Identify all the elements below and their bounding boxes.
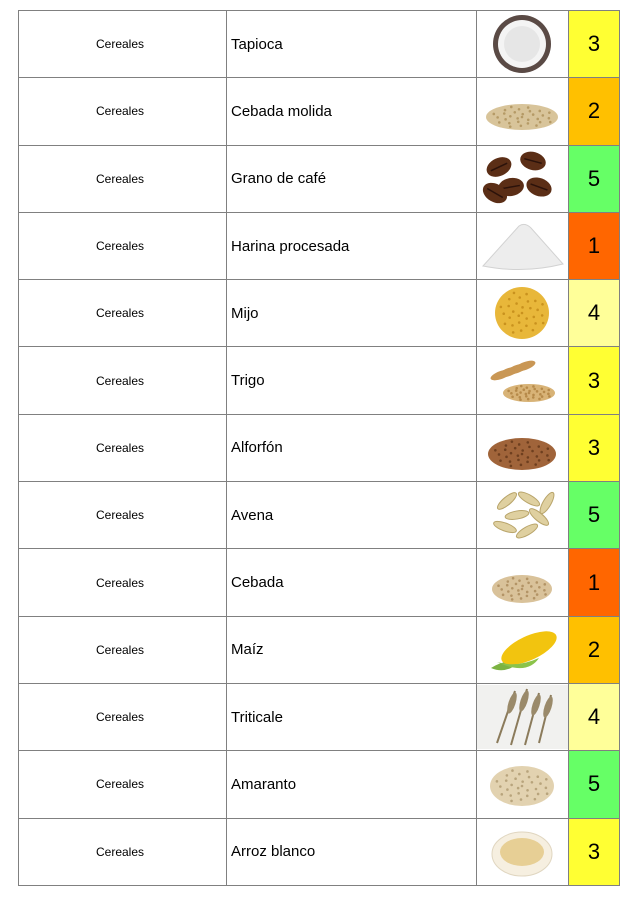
score-cell	[569, 347, 620, 414]
table-row	[19, 78, 620, 145]
wheat-icon	[477, 349, 568, 413]
food-image-cell	[477, 78, 569, 145]
food-name-cell	[227, 78, 477, 145]
category-cell	[19, 145, 227, 212]
food-image-cell	[477, 414, 569, 481]
category-label: Cereales	[96, 373, 145, 388]
category-label: Cereales	[96, 37, 145, 52]
category-label: Cereales	[96, 239, 145, 254]
score-value: 2	[587, 636, 601, 662]
food-name-cell	[227, 347, 477, 414]
food-name-cell	[227, 482, 477, 549]
food-image-cell	[477, 616, 569, 683]
amaranth-seeds-icon	[477, 752, 568, 816]
flour-pile-icon	[477, 214, 568, 278]
category-cell	[19, 818, 227, 885]
food-name-cell	[227, 11, 477, 78]
category-cell	[19, 11, 227, 78]
category-cell	[19, 482, 227, 549]
food-name: Cebada molida	[231, 102, 332, 120]
score-cell	[569, 414, 620, 481]
corn-cob-icon	[477, 618, 568, 682]
table-row	[19, 683, 620, 750]
barley-pile-icon	[477, 551, 568, 615]
oat-grains-icon	[477, 483, 568, 547]
score-cell	[569, 751, 620, 818]
score-value: 5	[587, 165, 601, 191]
category-label: Cereales	[96, 575, 145, 590]
food-name: Trigo	[231, 372, 265, 390]
food-image-cell	[477, 482, 569, 549]
table-row	[19, 414, 620, 481]
score-value: 5	[587, 502, 601, 528]
table-row	[19, 616, 620, 683]
white-rice-bowl-icon	[477, 820, 568, 884]
food-name-cell	[227, 212, 477, 279]
triticale-ears-icon	[477, 685, 568, 749]
category-cell	[19, 347, 227, 414]
category-label: Cereales	[96, 710, 145, 725]
food-name: Harina procesada	[231, 237, 350, 255]
category-cell	[19, 683, 227, 750]
food-image-cell	[477, 145, 569, 212]
table-row	[19, 751, 620, 818]
food-image-cell	[477, 549, 569, 616]
score-cell	[569, 549, 620, 616]
category-cell	[19, 212, 227, 279]
food-name: Arroz blanco	[231, 843, 316, 861]
category-label: Cereales	[96, 171, 145, 186]
score-value: 1	[587, 233, 601, 259]
score-value: 3	[587, 838, 601, 864]
table-row	[19, 818, 620, 885]
food-name-cell	[227, 818, 477, 885]
food-name: Tapioca	[231, 35, 283, 53]
food-name: Triticale	[231, 708, 283, 726]
category-cell	[19, 280, 227, 347]
score-cell	[569, 683, 620, 750]
food-name: Amaranto	[231, 775, 297, 793]
category-label: Cereales	[96, 642, 145, 657]
score-cell	[569, 482, 620, 549]
score-cell	[569, 78, 620, 145]
food-image-cell	[477, 347, 569, 414]
score-cell	[569, 145, 620, 212]
score-cell	[569, 11, 620, 78]
score-value: 4	[587, 704, 601, 730]
food-name: Grano de café	[231, 170, 327, 188]
food-name-cell	[227, 549, 477, 616]
food-image-cell	[477, 818, 569, 885]
score-cell	[569, 280, 620, 347]
table-row	[19, 280, 620, 347]
food-image-cell	[477, 683, 569, 750]
millet-pile-icon	[477, 281, 568, 345]
food-name: Maíz	[231, 641, 264, 659]
score-cell	[569, 616, 620, 683]
table-row	[19, 347, 620, 414]
food-name: Mijo	[231, 304, 259, 322]
category-label: Cereales	[96, 777, 145, 792]
food-name-cell	[227, 751, 477, 818]
score-cell	[569, 818, 620, 885]
score-value: 5	[587, 771, 601, 797]
score-value: 1	[587, 569, 601, 595]
food-name: Avena	[231, 506, 274, 524]
ground-barley-icon	[477, 79, 568, 143]
category-cell	[19, 751, 227, 818]
category-label: Cereales	[96, 440, 145, 455]
buckwheat-icon	[477, 416, 568, 480]
score-value: 3	[587, 31, 601, 57]
score-value: 3	[587, 367, 601, 393]
category-cell	[19, 414, 227, 481]
food-name-cell	[227, 683, 477, 750]
food-image-cell	[477, 212, 569, 279]
category-cell	[19, 549, 227, 616]
category-label: Cereales	[96, 306, 145, 321]
food-name-cell	[227, 414, 477, 481]
food-name-cell	[227, 280, 477, 347]
score-value: 4	[587, 300, 601, 326]
category-cell	[19, 616, 227, 683]
table-row	[19, 145, 620, 212]
food-image-cell	[477, 751, 569, 818]
category-label: Cereales	[96, 508, 145, 523]
cereal-rating-table	[18, 10, 620, 886]
category-label: Cereales	[96, 844, 145, 859]
table-row	[19, 549, 620, 616]
score-cell	[569, 212, 620, 279]
food-name: Cebada	[231, 574, 284, 592]
table-row	[19, 11, 620, 78]
category-cell	[19, 78, 227, 145]
table-row	[19, 212, 620, 279]
food-name-cell	[227, 145, 477, 212]
food-image-cell	[477, 11, 569, 78]
food-name-cell	[227, 616, 477, 683]
table-row	[19, 482, 620, 549]
category-label: Cereales	[96, 104, 145, 119]
food-image-cell	[477, 280, 569, 347]
score-value: 2	[587, 98, 601, 124]
tapioca-bowl-icon	[477, 12, 568, 76]
coffee-beans-icon	[477, 147, 568, 211]
food-name: Alforfón	[231, 439, 283, 457]
score-value: 3	[587, 434, 601, 460]
